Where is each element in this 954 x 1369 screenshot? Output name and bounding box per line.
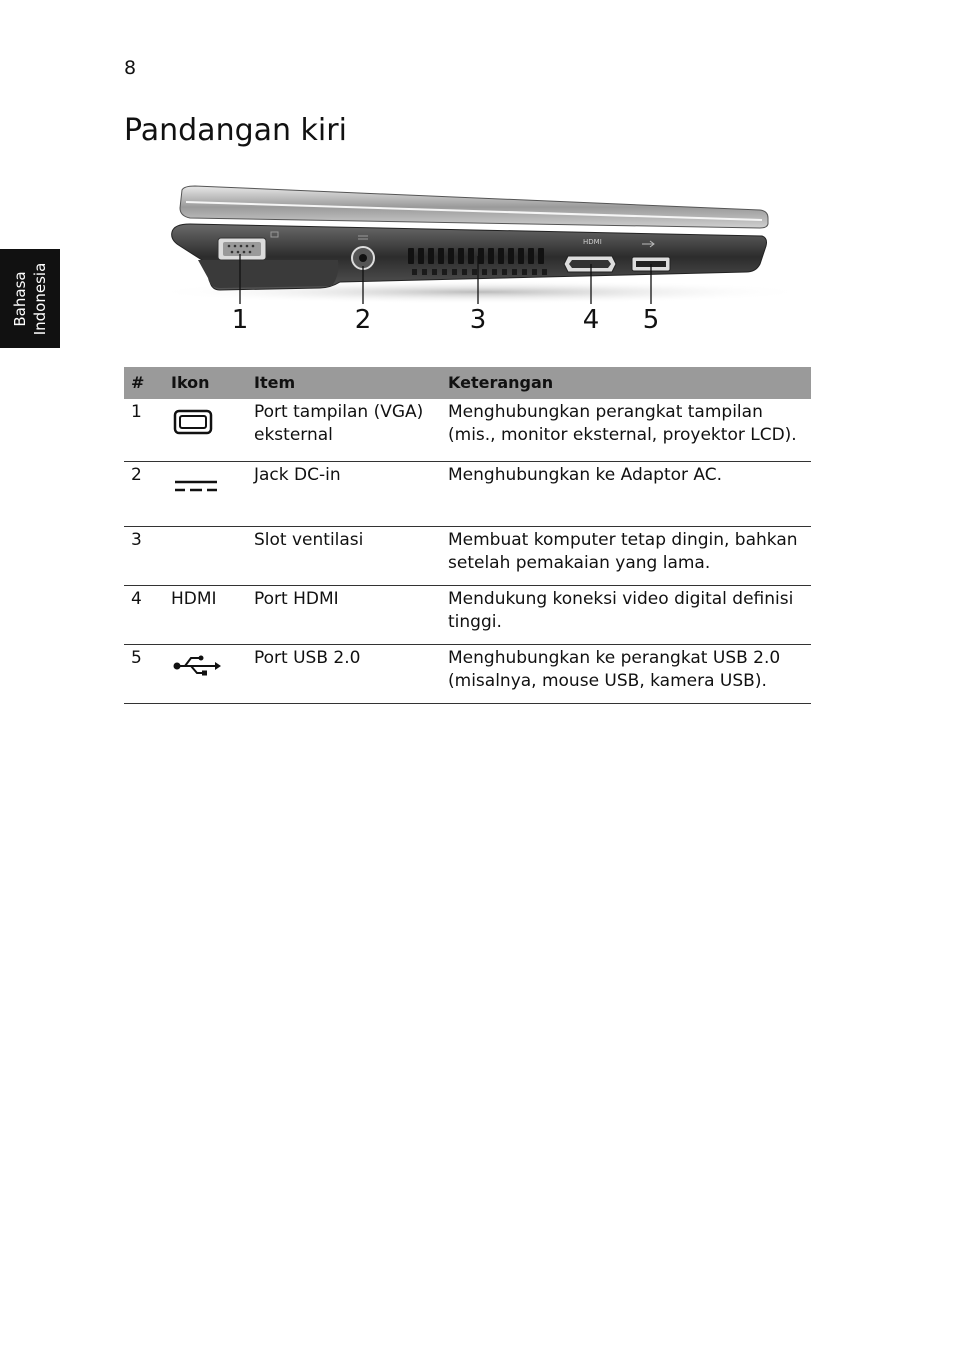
header-ikon: Ikon <box>164 367 247 399</box>
row-item: Port USB 2.0 <box>247 644 441 703</box>
table-row <box>124 585 811 644</box>
header-number: # <box>124 367 164 399</box>
row-icon-cell <box>164 461 247 526</box>
row-number: 3 <box>124 526 164 585</box>
row-description: Mendukung koneksi video digital definisi tinggi. <box>441 585 811 644</box>
callout-3: 3 <box>469 305 487 335</box>
row-description: Membuat komputer tetap dingin, bahkan setelah pemakaian yang lama. <box>441 526 811 585</box>
usb-icon <box>171 651 223 679</box>
callout-5: 5 <box>642 305 660 335</box>
table-row <box>124 399 811 461</box>
page-title: Pandangan kiri <box>124 113 347 148</box>
row-number: 2 <box>124 461 164 526</box>
table-header-row <box>124 367 811 399</box>
laptop-left-side-figure <box>150 180 810 340</box>
ports-table <box>124 367 811 704</box>
vga-icon <box>171 407 215 437</box>
row-item: Jack DC-in <box>247 461 441 526</box>
callout-1: 1 <box>231 305 249 335</box>
callout-2: 2 <box>354 305 372 335</box>
row-icon-cell <box>164 399 247 461</box>
dc-in-icon <box>171 468 221 498</box>
header-item: Item <box>247 367 441 399</box>
row-description: Menghubungkan ke perangkat USB 2.0 (misalnya, mouse USB, kamera USB). <box>441 644 811 703</box>
row-item: Port tampilan (VGA) eksternal <box>247 399 441 461</box>
row-item: Port HDMI <box>247 585 441 644</box>
side-tab-line2: Indonesia <box>31 262 49 336</box>
row-number: 1 <box>124 399 164 461</box>
row-number: 5 <box>124 644 164 703</box>
row-icon-cell <box>164 644 247 703</box>
page-number: 8 <box>124 57 137 79</box>
table-row <box>124 461 811 526</box>
header-keterangan: Keterangan <box>441 367 811 399</box>
row-number: 4 <box>124 585 164 644</box>
side-tab-line1: Bahasa <box>11 271 29 327</box>
table-row <box>124 644 811 703</box>
table-row <box>124 526 811 585</box>
row-item: Slot ventilasi <box>247 526 441 585</box>
row-description: Menghubungkan ke Adaptor AC. <box>441 461 811 526</box>
callout-4: 4 <box>582 305 600 335</box>
row-icon-cell <box>164 526 247 585</box>
hdmi-port-label: HDMI <box>583 238 602 246</box>
row-icon-text: HDMI <box>164 585 247 644</box>
language-side-tab <box>0 249 60 348</box>
row-description: Menghubungkan perangkat tampilan (mis., monitor eksternal, proyektor LCD). <box>441 399 811 461</box>
